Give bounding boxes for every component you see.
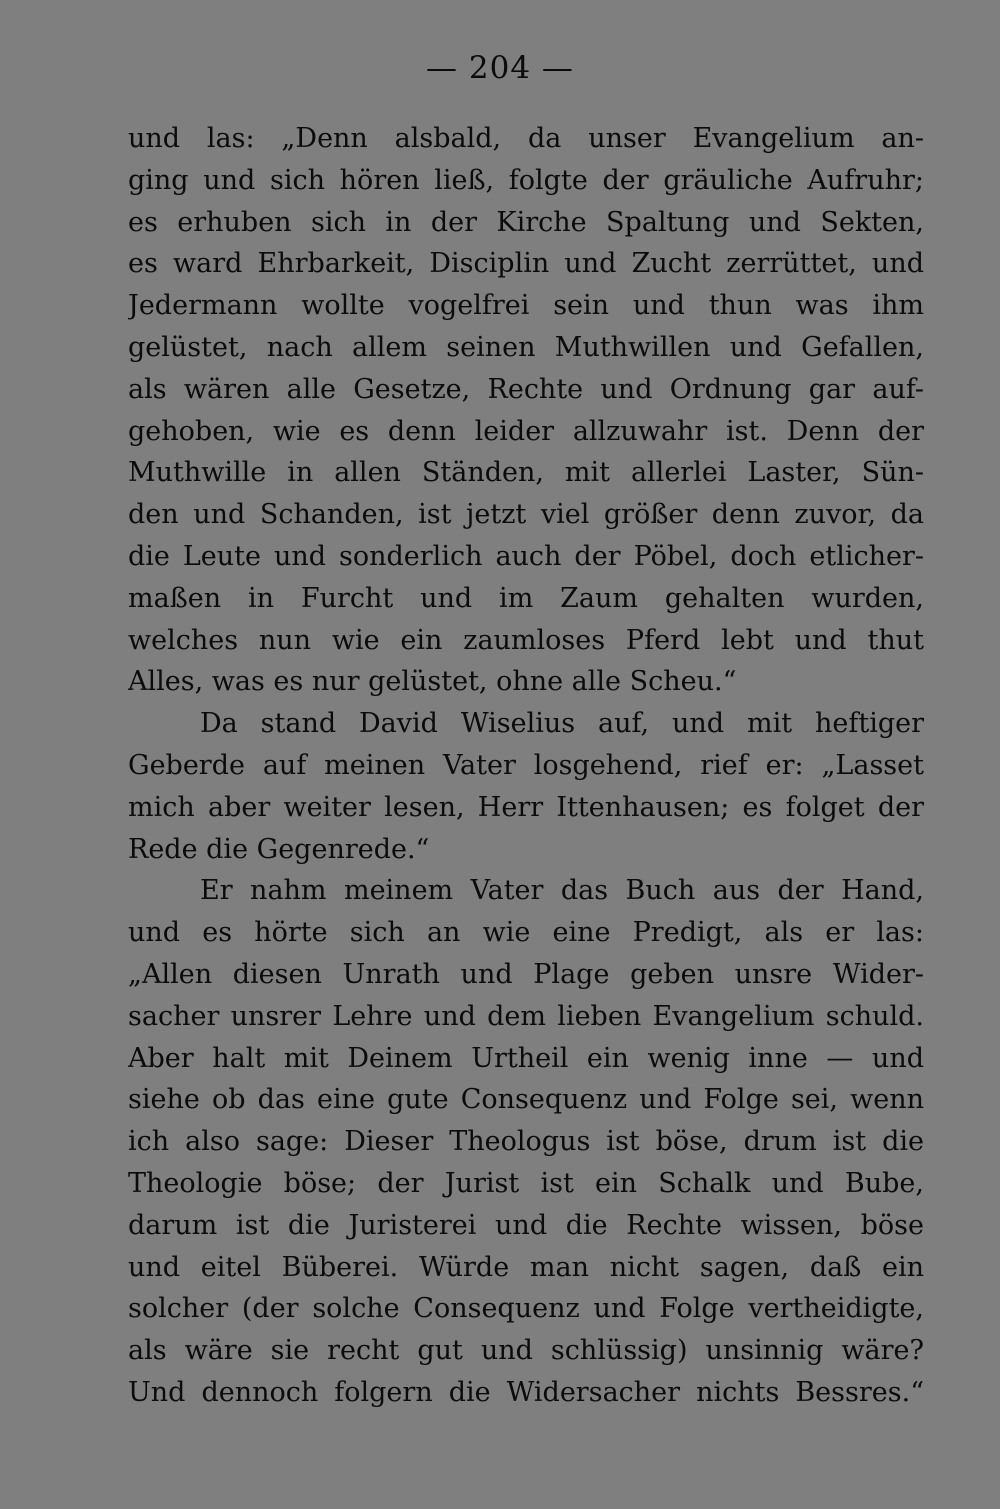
text-line: mich aber weiter lesen, Herr Ittenhausen; es folget der (128, 791, 924, 823)
text-line: gelüstet, nach allem seinen Muthwillen und Gefallen, (128, 331, 924, 363)
text-line: und eitel Büberei. Würde man nicht sagen, daß ein (128, 1251, 924, 1283)
paragraph-1 (128, 118, 924, 703)
text-line: Rede die Gegenrede.“ (128, 833, 430, 865)
text-line: als wären alle Gesetze, Rechte und Ordnung gar auf- (128, 373, 924, 405)
paragraph-3 (128, 870, 924, 1413)
text-line: gehoben, wie es denn leider allzuwahr ist. Denn der (128, 415, 924, 447)
text-line: „Allen diesen Unrath und Plage geben unsre Wider- (128, 958, 924, 990)
text-line: es erhuben sich in der Kirche Spaltung und Sekten, (128, 206, 924, 238)
text-line: darum ist die Juristerei und die Rechte wissen, böse (128, 1209, 924, 1241)
text-line: sacher unsrer Lehre und dem lieben Evangelium schuld. (128, 1000, 924, 1032)
text-line: Geberde auf meinen Vater losgehend, rief er: „Lasset (128, 749, 924, 781)
text-line: Muthwille in allen Ständen, mit allerlei Laster, Sün- (128, 457, 924, 489)
text-line: ich also sage: Dieser Theologus ist böse, drum ist die (128, 1126, 924, 1158)
text-line: Da stand David Wiselius auf, und mit heftiger (200, 708, 924, 740)
page-number: — 204 — (426, 50, 574, 86)
text-line: Er nahm meinem Vater das Buch aus der Hand, (200, 875, 924, 907)
paragraph-2 (128, 703, 924, 870)
text-line: Alles, was es nur gelüstet, ohne alle Scheu.“ (128, 666, 737, 698)
text-line: den und Schanden, ist jetzt viel größer denn zuvor, da (128, 499, 924, 531)
text-line: als wäre sie recht gut und schlüssig) unsinnig wäre? (128, 1335, 924, 1367)
text-line: Jedermann wollte vogelfrei sein und thun was ihm (128, 290, 924, 322)
text-line: es ward Ehrbarkeit, Disciplin und Zucht zerrüttet, und (128, 248, 924, 280)
text-line: solcher (der solche Consequenz und Folge vertheidigte, (128, 1293, 924, 1325)
text-line: die Leute und sonderlich auch der Pöbel, doch etlicher- (128, 540, 924, 572)
text-line: Und dennoch folgern die Widersacher nichts Bessres.“ (128, 1376, 924, 1408)
text-line: siehe ob das eine gute Consequenz und Folge sei, wenn (128, 1084, 924, 1116)
text-line: ging und sich hören ließ, folgte der gräuliche Aufruhr; (128, 164, 924, 196)
body-text (128, 118, 924, 1414)
text-line: und las: „Denn alsbald, da unser Evangelium an- (128, 123, 924, 154)
text-line: und es hörte sich an wie eine Predigt, als er las: (128, 917, 924, 949)
text-line: Theologie böse; der Jurist ist ein Schalk und Bube, (128, 1167, 924, 1199)
text-line: welches nun wie ein zaumloses Pferd lebt und thut (128, 624, 924, 656)
text-line: Aber halt mit Deinem Urtheil ein wenig inne — und (128, 1042, 924, 1074)
text-line: maßen in Furcht und im Zaum gehalten wurden, (128, 582, 924, 614)
